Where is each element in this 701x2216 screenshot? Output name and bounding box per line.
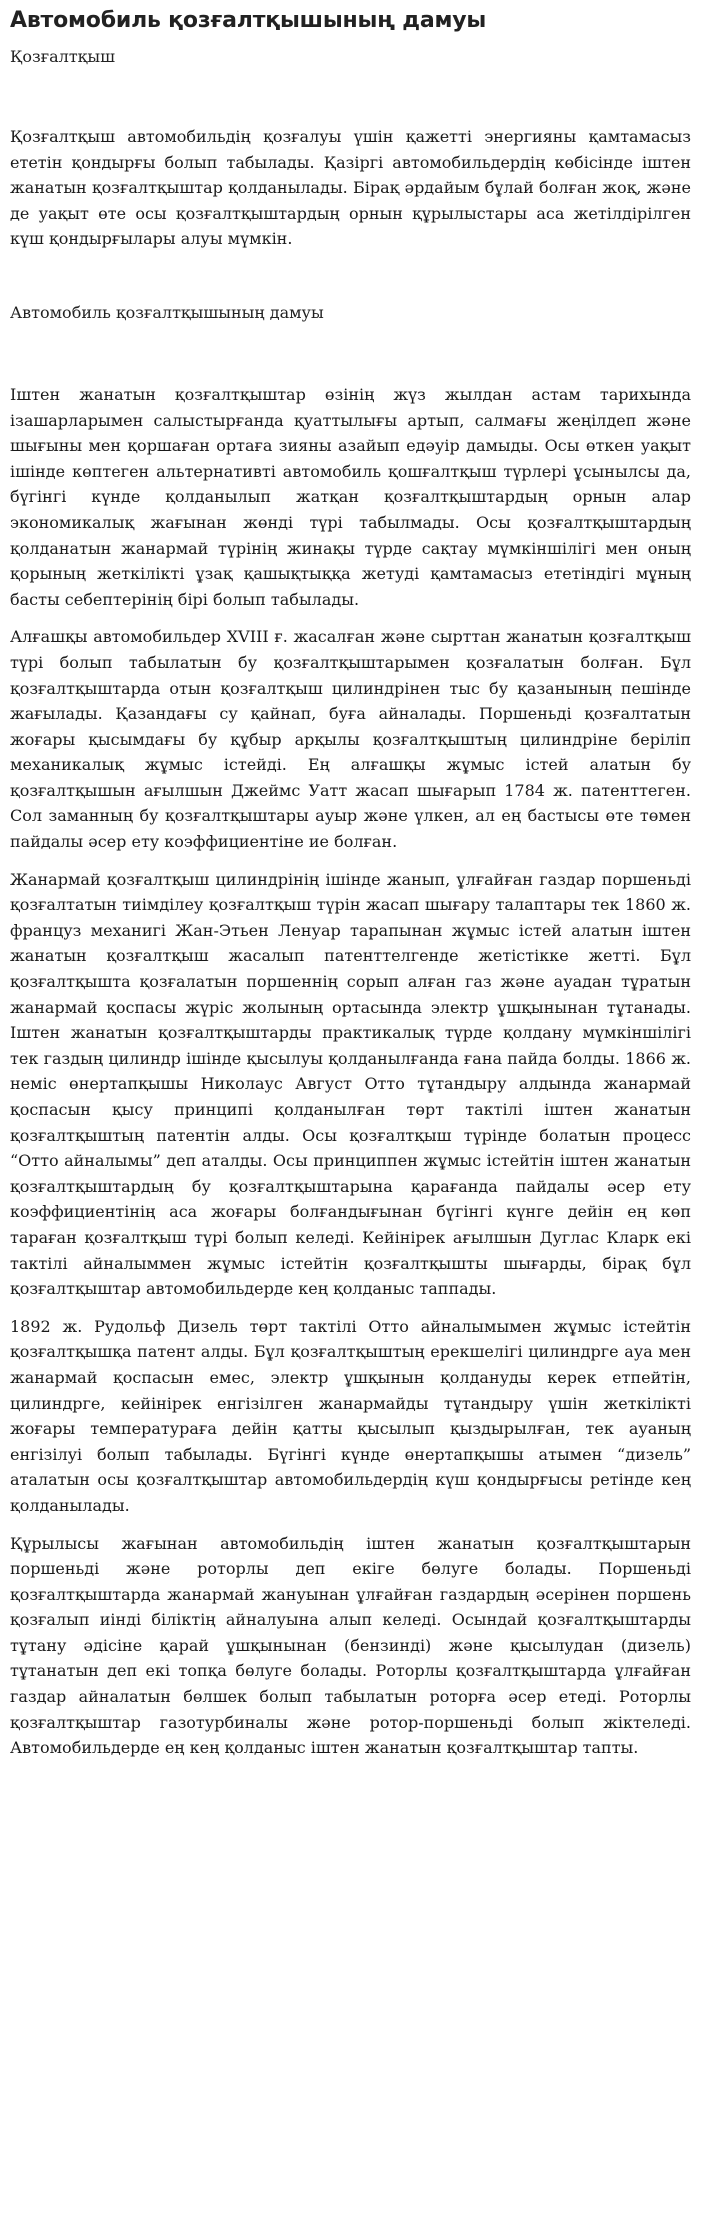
article-title: Автомобиль қозғалтқышының дамуы xyxy=(10,8,487,33)
body-paragraph: Құрылысы жағынан автомобильдің іштен жанатын қозғалтқыштарын поршеньді және роторлы деп екіге бөлуге болады. Поршеньді қозғалтқыштарда жанармай жануынан ұлғайған газдардың әсерінен поршень қозғалып иінді біліктің айналуына алып келеді. Осындай қозғалтқыштарды тұтану әдісіне қарай ұшқынынан (бензинді) және қысылудан (дизель) тұтанатын деп екі топқа бөлуге болады. Роторлы қозғалтқыштарда ұлғайған газдар айналатын бөлшек болып табылатын роторға әсер етеді. Роторлы қозғалтқыштар газотурбиналы және ротор-поршеньді болып жіктеледі. Автомобильдерде ең кең қолданыс іштен жанатын қозғалтқыштар тапты. xyxy=(10,1533,691,1758)
section-heading: Автомобиль қозғалтқышының дамуы xyxy=(10,302,324,322)
article-category: Қозғалтқыш xyxy=(10,47,115,66)
body-paragraph: Іштен жанатын қозғалтқыштар өзінің жүз жылдан астам тарихында ізашарларымен салыстырғанда қуаттылығы артып, салмағы жеңілдеп және шығыны мен қоршаған ортаға зияны азайып едәуір дамыды. Осы өткен уақыт ішінде көптеген альтернативті автомобиль қошғалтқыш түрлері ұсынылсы да, бүгінгі күнде қолданылып жатқан қозғалтқыштардың орнын алар экономикалық жағынан жөнді түрі табылмады. Осы қозғалтқыштардың қолданатын жанармай түрінің жинақы түрде сақтау мүмкіншілігі мен оның қорының жеткілікті ұзақ қашықтыққа жетуді қамтамасыз ететіндігі мұның басты себептерінің бірі болып табылады. xyxy=(10,384,691,609)
body-paragraph: Жанармай қозғалтқыш цилиндрінің ішінде жанып, ұлғайған газдар поршеньді қозғалтатын тиімділеу қозғалтқыш түрін жасап шығару талаптары тек 1860 ж. француз механигі Жан-Этьен Ленуар тарапынан жұмыс істей алатын іштен жанатын қозғалтқыш жасалып патенттелгенде жетістікке жетті. Бұл қозғалтқышта қозғалатын поршеннің сорып алған газ және ауадан тұратын жанармай қоспасы жүріс жолының ортасында электр ұшқынынан тұтанады. Іштен жанатын қозғалтқыштарды практикалық түрде қолдану мүмкіншілігі тек газдың цилиндр ішінде қысылуы қолданылғанда ғана пайда болды. 1866 ж. неміс өнертапқышы Николаус Август Отто тұтандыру алдында жанармай қоспасын қысу принципі қолданылған төрт тактілі іштен жанатын қозғалтқыштың патентін алды. Осы қозғалтқыш түрінде болатын процесс “Отто айналымы” деп аталды. Осы принциппен жұмыс істейтін іштен жанатын қозғалтқыштардың бу қозғалтқыштарына қарағанда пайдалы әсер ету коэффициентінің аса жоғары болғандығынан бүгінгі күнге дейін ең көп тараған қозғалтқыш түрі болып келеді. Кейінірек ағылшын Дуглас Кларк екі тактілі айналыммен жұмыс істейтін қозғалтқышты шығарды, бірақ бұл қозғалтқыштар автомобильдерде кең қолданыс таппады. xyxy=(10,869,691,1299)
article-body xyxy=(10,124,691,1761)
intro-paragraph: Қозғалтқыш автомобильдің қозғалуы үшін қажетті энергияны қамтамасыз ететін қондырғы болып табылады. Қазіргі автомобильдердің көбісінде іштен жанатын қозғалтқыштар қолданылады. Бірақ әрдайым бұлай болған жоқ, және де уақыт өте осы қозғалтқыштардың орнын құрылыстары аса жетілдірілген күш қондырғылары алуы мүмкін. xyxy=(10,127,691,249)
body-paragraph: Алғашқы автомобильдер XVIII ғ. жасалған және сырттан жанатын қозғалтқыш түрі болып табылатын бу қозғалтқыштарымен қозғалатын болған. Бұл қозғалтқыштарда отын қозғалтқыш цилиндрінен тыс бу қазанының пешінде жағылады. Қазандағы су қайнап, буға айналады. Поршеньді қозғалтатын жоғары қысымдағы бу құбыр арқылы қозғалтқыштың цилиндріне беріліп механикалық жұмыс істейді. Ең алғашқы жұмыс істей алатын бу қозғалтқышын ағылшын Джеймс Уатт жасап шығарып 1784 ж. патенттеген. Сол заманның бу қозғалтқыштары ауыр және үлкен, ал ең бастысы өте төмен пайдалы әсер ету коэффициентіне ие болған. xyxy=(10,627,691,852)
body-paragraph: 1892 ж. Рудольф Дизель төрт тактілі Отто айналымымен жұмыс істейтін қозғалтқышқа патент алды. Бұл қозғалтқыштың ерекшелігі цилиндрге ауа мен жанармай қоспасын емес, электр ұшқынын қолдануды керек етпейтін, цилиндрге, кейінірек енгізілген жанармайды тұтандыру үшін жеткілікті жоғары температураға дейін қатты қысылып қыздырылған, тек ауаның енгізілуі болып табылады. Бүгінгі күнде өнертапқышы атымен “дизель” аталатын осы қозғалтқыштар автомобильдердің күш қондырғысы ретінде кең қолданылады. xyxy=(10,1316,691,1515)
